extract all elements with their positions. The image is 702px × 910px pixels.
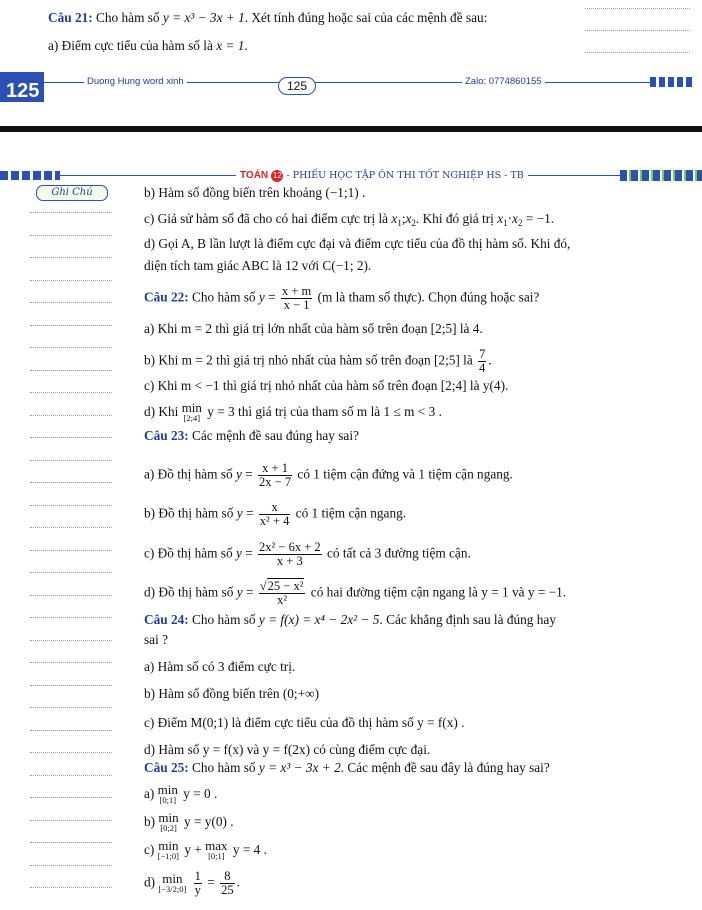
notes-rule [30,707,112,708]
page-footer [0,72,702,100]
notes-rule [30,460,112,461]
notes-rule [30,527,112,528]
header-title: TOÁN 12 - PHIẾU HỌC TẬP ÔN THI TỐT NGHIỆP HS - TB [236,170,528,182]
question-23-b: b) Đồ thị hàm số y = $\frac{x}{\text{x² + 4}}$ có 1 tiệm cận ngang. [144,500,407,528]
question-24-d: d) Hàm số y = f(x) và y = f(2x) có cùng điểm cực đại. [144,742,431,757]
notes-badge: Ghi Chú [36,185,108,201]
notes-rule [30,797,112,798]
question-24-c: c) Điểm M(0;1) là điểm cực tiểu của đồ thị hàm số y = f(x) . [144,715,465,730]
notes-rule [30,235,112,236]
notes-rule [30,775,112,776]
question-24-stem-cont: sai ? [144,632,168,647]
notes-rule [585,52,690,53]
question-25-stem: Câu 25: Cho hàm số y = x³ − 3x + 2. Các mệnh đề sau đây là đúng hay sai? [144,760,550,775]
question-25-d: d) min [−3/2;0] $\frac{1}{y}$ = $\frac{8}{25}$ . [144,869,240,897]
notes-rule [30,482,112,483]
question-23-a: a) Đồ thị hàm số y = $\frac{x + 1}{2x - 7}$ có 1 tiệm cận đứng và 1 tiệm cận ngang. [144,461,513,489]
notes-rule [30,550,112,551]
notes-rule [30,302,112,303]
question-22-c: c) Khi m < −1 thì giá trị nhỏ nhất của hàm số trên đoạn [2;4] là y(4). [144,378,509,393]
notes-rule [30,212,112,213]
question-23-c: c) Đồ thị hàm số y = $\frac{\text{2x² − 6x + 2}}{x + 3}$ có tất cả 3 đường tiệm cận. [144,540,471,568]
notes-rule [30,865,112,866]
question-24-stem: Câu 24: Cho hàm số y = f(x) = x⁴ − 2x² − 5. Các khẳng định sau là đúng hay [144,612,556,627]
question-25-a: a) min [0;1] y = 0 . [144,782,218,805]
question-22-b: b) Khi m = 2 thì giá trị nhỏ nhất của hàm số trên đoạn [2;5] là $\frac{7}{4}$ . [144,347,492,375]
notes-rule [30,617,112,618]
notes-rule [30,685,112,686]
notes-rule [30,325,112,326]
question-21-d-line2: diện tích tam giác ABC là 12 với C(−1; 2). [144,258,372,273]
question-23-stem: Câu 23: Các mệnh đề sau đúng hay sai? [144,428,359,443]
question-21-stem: Câu 21: Cho hàm số y = x³ − 3x + 1. Xét tính đúng hoặc sai của các mệnh đề sau: [48,10,488,25]
question-25-b: b) min [0;2] y = y(0) . [144,810,234,833]
notes-rule [30,730,112,731]
footer-page-number: 125 [278,77,316,95]
question-25-c: c) min [−1;0] y + max [0;1] y = 4 . [144,838,267,861]
footer-decoration [650,77,694,87]
notes-rule [30,392,112,393]
notes-rule [30,257,112,258]
question-23-d: d) Đồ thị hàm số y = $\frac{\text{√25 − x²}}{\text{x²}}$ có hai đường tiệm cận ngang là y = 1 và y = −1. [144,579,567,607]
question-24-b: b) Hàm số đồng biến trên (0;+∞) [144,686,320,701]
question-22-a: a) Khi m = 2 thì giá trị lớn nhất của hàm số trên đoạn [2;5] là 4. [144,321,483,336]
notes-rule [30,437,112,438]
notes-rule [30,505,112,506]
notes-rule [30,370,112,371]
notes-rule [30,640,112,641]
notes-rule [30,347,112,348]
page-number-badge-text: 125 [6,80,40,102]
notes-rule [30,415,112,416]
page-header [0,170,702,184]
notes-rule [30,572,112,573]
header-decoration-left [0,171,60,180]
notes-rule [585,8,690,9]
notes-rule [30,595,112,596]
notes-rule [30,820,112,821]
notes-rule [585,30,690,31]
notes-rule [30,662,112,663]
footer-zalo: Zalo: 0774860155 [462,76,545,87]
question-21-a: a) Điểm cực tiểu của hàm số là x = 1. [48,38,248,53]
footer-author: Duong Hung word xinh [84,76,187,87]
header-decoration-right [620,170,702,181]
question-21-b: b) Hàm số đồng biến trên khoảng (−1;1) . [144,185,366,200]
notes-rule [30,887,112,888]
question-24-a: a) Hàm số có 3 điểm cực trị. [144,659,296,674]
notes-rule [30,752,112,753]
question-22-stem: Câu 22: Cho hàm số y = $\frac{x + m}{x - 1}$ (m là tham số thực). Chọn đúng hoặc sai? [144,284,540,312]
question-21-d-line1: d) Gọi A, B lần lượt là điểm cực đại và điểm cực tiểu của đồ thị hàm số. Khi đó, [144,236,571,251]
notes-rule [30,280,112,281]
page-separator [0,126,702,132]
notes-rule [30,842,112,843]
question-21-c: c) Giả sử hàm số đã cho có hai điểm cực trị là $x_1;x_2$. Khi đó giá trị $x_1\cdot x_2 = -1$. [144,211,555,228]
question-22-d: d) Khi min [2;4] y = 3 thì giá trị của tham số m là 1 ≤ m < 3 . [144,400,442,423]
